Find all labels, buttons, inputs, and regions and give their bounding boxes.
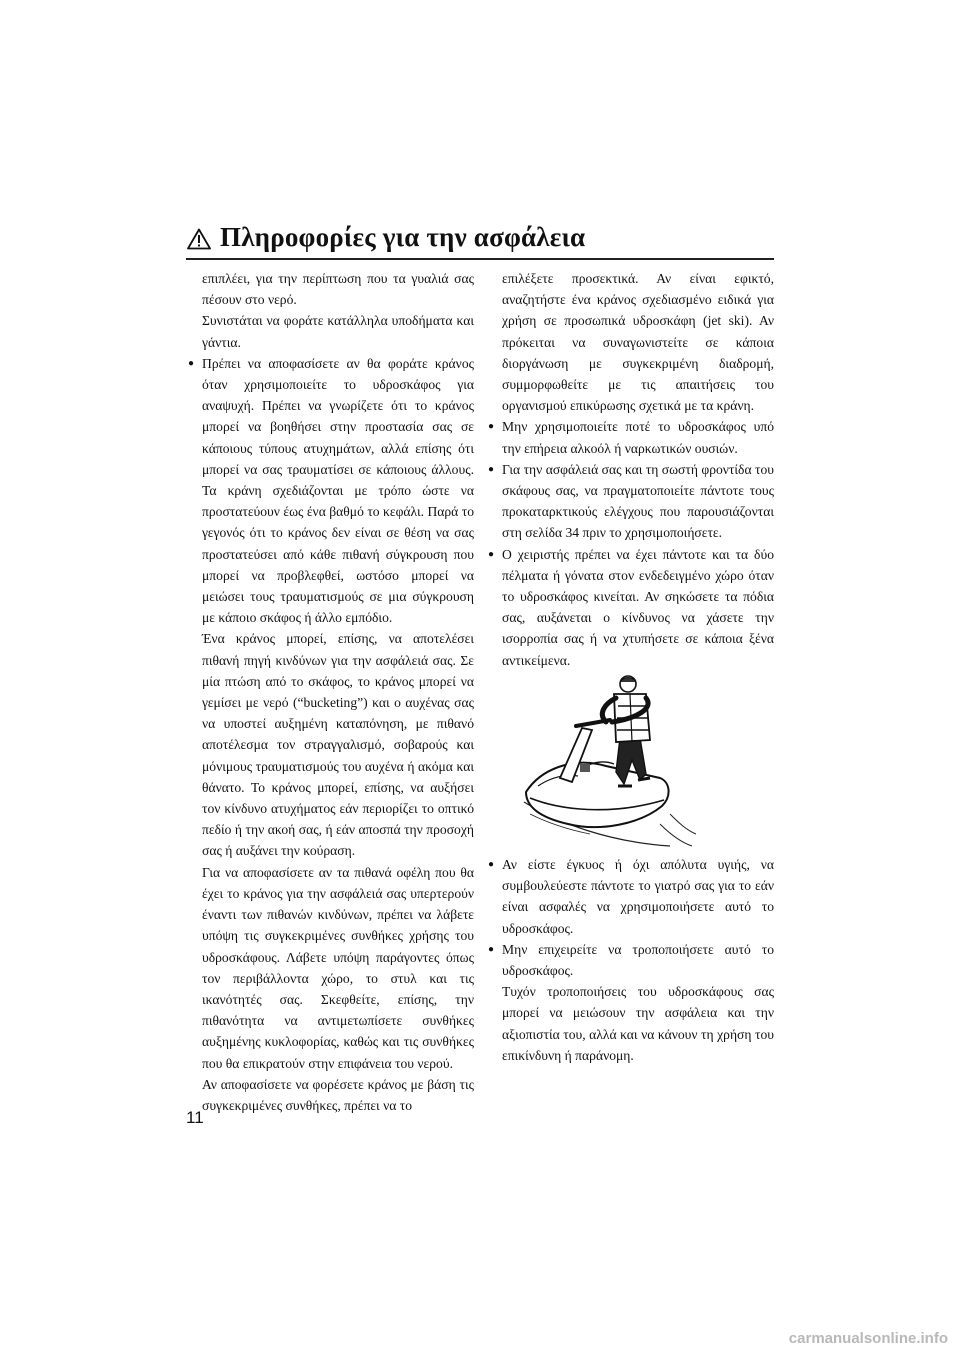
bullet-item xyxy=(486,459,774,544)
left-column xyxy=(186,268,474,1116)
bullet-item xyxy=(486,854,774,939)
bullet-dot-icon: ● xyxy=(188,357,195,369)
right-column-lower xyxy=(486,854,774,1066)
right-column xyxy=(486,268,774,671)
bullet-item xyxy=(486,544,774,671)
bullet-item xyxy=(186,353,474,629)
paragraph: Αν αποφασίσετε να φορέσετε κράνος με βάση τις συγκεκριμένες συνθήκες, πρέπει να το xyxy=(202,1076,474,1113)
bullet-dot-icon: ● xyxy=(488,859,495,870)
paragraph: επιπλέει, για την περίπτωση που τα γυαλιά σας πέσουν στο νερό. xyxy=(202,271,474,308)
page-number: 11 xyxy=(186,1108,204,1127)
bullet-text: Ο χειριστής πρέπει να έχει πάντοτε και τα δύο πέλματα ή γόνατα στον ενδεδειγμένο χώρο όταν το υδροσκάφος κινείται. Αν σηκώσετε τα πόδια σας, αυξάνεται ο κίνδυνος να χάσετε την ισορροπία σας ή να χτυπήσετε σε κάποια ξένα αντικείμενα. xyxy=(502,546,774,668)
paragraph: Για να αποφασίσετε αν τα πιθανά οφέλη που θα έχει το κράνος για την ασφάλειά σας υπερτερούν έναντι των πιθανών κινδύνων, πρέπει να λάβετε υπόψη τις συγκεκριμένες συνθήκες χρήσης του υδροσκάφους. Λάβετε υπόψη παράγοντες όπως τον περιβάλλοντα χώρο, το στυλ και τις ικανότητές σας. Σκεφθείτε, επίσης, την πιθανότητα να αντιμετωπίσετε συνθήκες αυξημένης κυκλοφορίας, καθώς και τις συνθήκες που θα επικρατούν στην επιφάνεια του νερού. xyxy=(202,864,474,1071)
paragraph: Συνιστάται να φοράτε κατάλληλα υποδήματα και γάντια. xyxy=(202,313,474,350)
page-title: Πληροφορίες για την ασφάλεια xyxy=(220,222,586,252)
bullet-text: Αν είστε έγκυος ή όχι απόλυτα υγιής, να συμβουλεύεστε πάντοτε το γιατρό σας για το εάν είναι ασφαλές να χρησιμοποιήσετε αυτό το υδροσκάφος. xyxy=(502,857,774,936)
bullet-text: Μην χρησιμοποιείτε ποτέ το υδροσκάφος υπό την επήρεια αλκοόλ ή ναρκωτικών ουσιών. xyxy=(502,419,774,456)
bullet-text: Για την ασφάλειά σας και τη σωστή φροντίδα του σκάφους σας, να πραγματοποιείτε πάντοτε τους προκαταρκτικούς ελέγχους που παρουσιάζονται στη σελίδα 34 πριν το χρησιμοποιήσετε. xyxy=(502,461,774,541)
bullet-dot-icon: ● xyxy=(488,548,495,560)
paragraph: Τυχόν τροποποιήσεις του υδροσκάφους σας μπορεί να μειώσουν την ασφάλεια και την αξιοπιστία του, αλλά και να κάνουν τη χρήση του επικίνδυνη ή παράνομη. xyxy=(502,984,774,1063)
bullet-dot-icon: ● xyxy=(488,421,495,433)
page-header xyxy=(186,222,774,260)
watermark: carmanualsonline.info xyxy=(788,1330,948,1347)
paragraph: επιλέξετε προσεκτικά. Αν είναι εφικτό, αναζητήστε ένα κράνος σχεδιασμένο ειδικά για χρήση σε προσωπικά υδροσκάφη (jet ski). Αν πρόκειται να συναγωνιστείτε σε κάποια διοργάνωση με συγκεκριμένη διαδρομή, συμμορφωθείτε με τις απαιτήσεις του οργανισμού επικύρωσης σχετικά με τα κράνη. xyxy=(502,271,774,414)
warning-triangle-icon xyxy=(187,228,211,250)
jet-ski-rider-illustration xyxy=(520,674,700,850)
bullet-item xyxy=(486,416,774,458)
bullet-text: Μην επιχειρείτε να τροποποιήσετε αυτό το υδροσκάφος. xyxy=(502,941,774,979)
bullet-dot-icon: ● xyxy=(488,943,495,955)
bullet-dot-icon: ● xyxy=(488,463,495,475)
paragraph: Ένα κράνος μπορεί, επίσης, να αποτελέσει πιθανή πηγή κινδύνων για την ασφάλειά σας. Σε μία πτώση από το σκάφος, το κράνος μπορεί να γεμίσει με νερό (“bucketing”) και ο αυχένας σας να υποστεί αυξημένη καταπόνηση, με πιθανό αποτέλεσμα τον στραγγαλισμό, σοβαρούς και μόνιμους τραυματισμούς του αυχένα ή ακόμα και θάνατο. Το κράνος μπορεί, επίσης, να αυξήσει τον κίνδυνο ατυχήματος εάν περιορίζει το οπτικό πεδίο ή την ακοή σας, ή εάν αποσπά την προσοχή σας ή αυξάνει την κούραση. xyxy=(202,631,474,859)
bullet-text: Πρέπει να αποφασίσετε αν θα φοράτε κράνος όταν χρησιμοποιείτε το υδροσκάφος για αναψυχή. Πρέπει να γνωρίζετε ότι το κράνος μπορεί να βοηθήσει στην προστασία σας σε κάποιους τύπους ατυχημάτων, αλλά επίσης ότι μπορεί να σας τραυματίσει σε κάποιους άλλους. Τα κράνη σχεδιάζονται με τρόπο ώστε να προστατεύουν έως ένα βαθμό το κεφάλι. Παρά το γεγονός ότι το κράνος δεν είναι σε θέση να σας προστατεύσει από κάθε πιθανή σύγκρουση που μπορεί να προβλεφθεί, ωστόσο μπορεί να μειώσει τους τραυματισμούς σε μια σύγκρουση με κάποιο σκάφος ή άλλο εμπόδιο. xyxy=(202,355,474,626)
bullet-item xyxy=(486,939,774,981)
